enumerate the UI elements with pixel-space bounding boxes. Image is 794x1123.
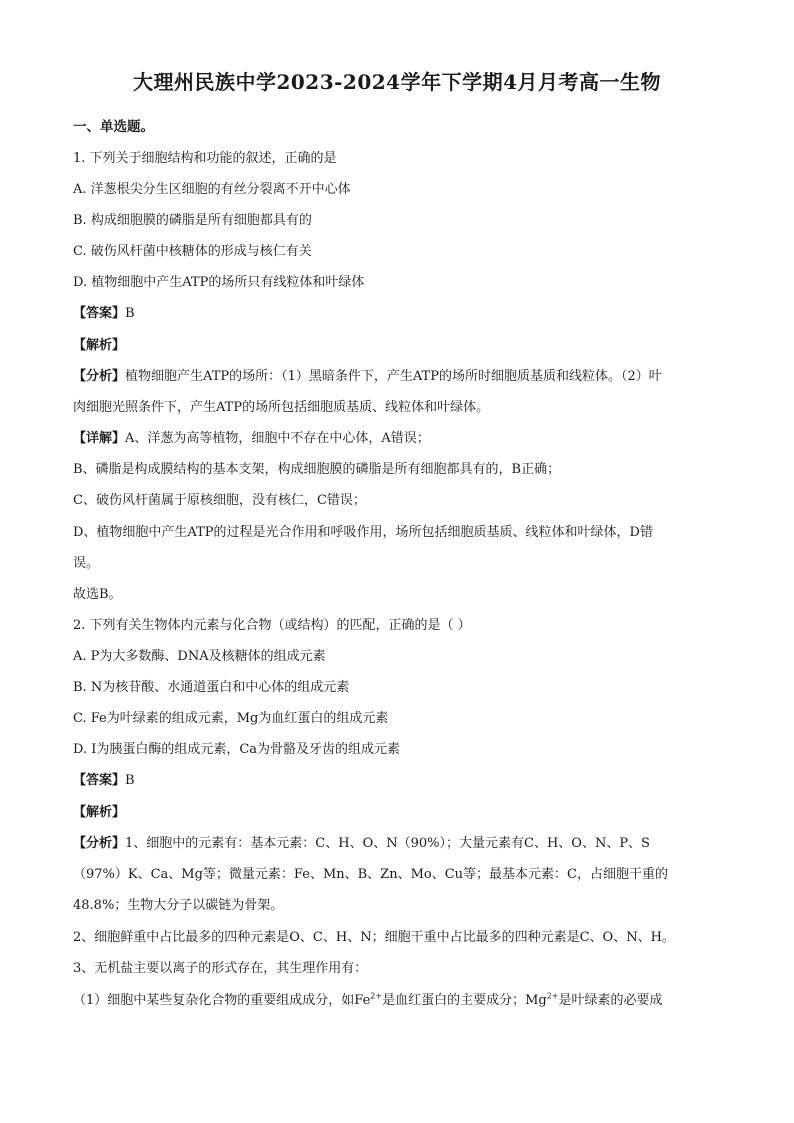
q2-answer — [73, 772, 733, 790]
q1-detail-b: B、磷脂是构成膜结构的基本支架，构成细胞膜的磷脂是所有细胞都具有的，B正确； — [73, 462, 561, 477]
mg-charge-superscript: 2+ — [546, 991, 559, 1001]
q2-option-a: A. P为大多数酶、DNA及核糖体的组成元素 — [73, 649, 326, 664]
q2-fenxi-line1 — [73, 835, 733, 853]
q2-fenxi-line3: 48.8%；生物大分子以碳链为骨架。 — [73, 898, 284, 913]
q1-stem: 1. 下列关于细胞结构和功能的叙述，正确的是 — [73, 151, 337, 166]
q1-option-d: D. 植物细胞中产生ATP的场所只有线粒体和叶绿体 — [73, 275, 365, 290]
q2-option-c: C. Fe为叶绿素的组成元素，Mg为血红蛋白的组成元素 — [73, 711, 389, 726]
point3-1-part-b: 是血红蛋白的主要成分；Mg — [382, 993, 547, 1008]
page-title: 大理州民族中学2023-2024学年下学期4月月考高一生物 — [132, 70, 662, 94]
fenxi-text: 1、细胞中的元素有：基本元素：C、H、O、N（90%）；大量元素有C、H、O、N、P、S — [125, 836, 650, 851]
q2-fenxi-line2: （97%）K、Ca、Mg等；微量元素：Fe、Mn、B、Zn、Mo、Cu等；最基本元素：C，占细胞干重的 — [73, 867, 668, 882]
q2-point3: 3、无机盐主要以离子的形式存在，其生理作用有： — [73, 961, 368, 976]
section-heading: 一、单选题。 — [73, 119, 154, 135]
answer-tag: 【答案】 — [73, 306, 126, 321]
q1-option-c: C. 破伤风杆菌中核糖体的形成与核仁有关 — [73, 244, 312, 259]
q1-fenxi-line2: 肉细胞光照条件下，产生ATP的场所包括细胞质基质、线粒体和叶绿体。 — [73, 400, 490, 415]
answer-tag: 【答案】 — [73, 773, 126, 788]
detail-a-text: A、洋葱为高等植物，细胞中不存在中心体，A错误； — [125, 431, 430, 446]
q1-detail-a — [73, 430, 733, 448]
q2-point3-1 — [73, 992, 733, 1010]
xiangjie-tag: 【详解】 — [73, 431, 126, 446]
q1-answer — [73, 305, 733, 323]
point3-1-part-a: （1）细胞中某些复杂化合物的重要组成成分，如Fe — [73, 993, 371, 1008]
q2-option-d: D. I为胰蛋白酶的组成元素，Ca为骨骼及牙齿的组成元素 — [73, 742, 401, 757]
fenxi-text: 植物细胞产生ATP的场所：（1）黑暗条件下，产生ATP的场所时细胞质基质和线粒体。（2）叶 — [125, 369, 662, 384]
q1-option-a: A. 洋葱根尖分生区细胞的有丝分裂离不开中心体 — [73, 182, 351, 197]
answer-value: B — [125, 773, 135, 788]
fenxi-tag: 【分析】 — [73, 369, 126, 384]
fe-charge-superscript: 2+ — [370, 991, 383, 1001]
q1-detail-d-line2: 误。 — [73, 556, 100, 571]
q2-analysis-tag: 【解析】 — [73, 805, 126, 820]
q1-option-b: B. 构成细胞膜的磷脂是所有细胞都具有的 — [73, 213, 312, 228]
q2-stem: 2. 下列有关生物体内元素与化合物（或结构）的匹配，正确的是（ ） — [73, 618, 471, 633]
q1-detail-d-line1: D、植物细胞中产生ATP的过程是光合作用和呼吸作用，场所包括细胞质基质、线粒体和叶绿体，D错 — [73, 525, 653, 540]
q1-analysis-tag: 【解析】 — [73, 338, 126, 353]
q2-point2: 2、细胞鲜重中占比最多的四种元素是O、C、H、N；细胞干重中占比最多的四种元素是C、O、N、H。 — [73, 930, 675, 945]
q1-conclusion: 故选B。 — [73, 587, 122, 602]
answer-value: B — [125, 306, 135, 321]
point3-1-part-c: 是叶绿素的必要成 — [558, 993, 663, 1008]
q1-fenxi-line1 — [73, 368, 733, 386]
q1-detail-c: C、破伤风杆菌属于原核细胞，没有核仁，C错误； — [73, 493, 366, 508]
fenxi-tag: 【分析】 — [73, 836, 126, 851]
q2-option-b: B. N为核苷酸、水通道蛋白和中心体的组成元素 — [73, 680, 350, 695]
